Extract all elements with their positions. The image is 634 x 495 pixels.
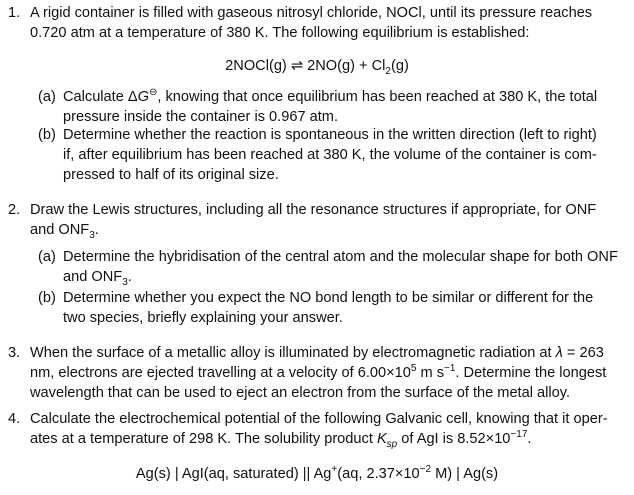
question-2a-line-2: and $ONF_3$.: [63, 269, 132, 288]
question-1-text: [30, 3, 604, 43]
question-2-number: 2.: [8, 202, 21, 218]
question-3-line-1: When the surface of a metallic alloy is illuminated by electromagnetic radiation at λ = 263: [30, 345, 604, 361]
question-1b-line-3: pressed to half of its original size.: [63, 167, 279, 183]
question-1a-label: (a): [38, 89, 56, 105]
question-1b-line-2: if, after equilibrium has been reached at 380 K, the volume of the container is com-: [63, 147, 597, 163]
question-1-line-1: A rigid container is filled with gaseous nitrosyl chloride, NOCl, until its pressure reaches: [30, 5, 593, 21]
galvanic-cell-notation: Ag(s) | AgI(aq, saturated) || Ag+(aq, $2.37\times 10^{-2}$ M) | Ag(s): [135, 464, 499, 482]
question-2a-line-1: Determine the hybridisation of the central atom and the molecular shape for both ONF: [63, 249, 618, 265]
question-1a-line-1: Calculate ΔG⊖, knowing that once equilibrium has been reached at 380 K, the total: [63, 87, 598, 105]
equilibrium-equation: [0, 56, 634, 76]
question-1-line-2: 0.720 atm at a temperature of 380 K. The following equilibrium is established:: [30, 25, 530, 41]
question-2a-text: [63, 247, 618, 288]
question-3-text: [30, 343, 607, 403]
equation-reactant: 2NOCl(g): [225, 58, 287, 74]
equilibrium-arrow-icon: ⇌: [290, 58, 304, 74]
question-4-text: [30, 409, 608, 450]
question-3-number: 3.: [8, 345, 21, 361]
question-4-line-1: Calculate the electrochemical potential of the following Galvanic cell, knowing that it oper-: [30, 411, 608, 427]
standard-state-symbol: ⊖: [149, 87, 158, 99]
question-3-line-2: nm, electrons are ejected travelling at a velocity of $6.00\times 10^5$ m $s^{-1}$. Determine the longest: [30, 363, 607, 381]
question-2b-line-1: Determine whether you expect the NO bond length to be similar or different for the: [63, 290, 594, 306]
question-1a-line-2: pressure inside the container is 0.967 atm.: [63, 109, 339, 125]
question-4-number: 4.: [8, 411, 21, 427]
question-1-number: 1.: [8, 5, 21, 21]
question-1a-text: [63, 87, 608, 127]
question-2b-text: [63, 288, 608, 328]
equation-product: $2NO(g) + Cl_2(g)$: [307, 58, 409, 77]
question-2b-label: (b): [38, 290, 56, 306]
question-2b-line-2: two species, briefly explaining your answer.: [63, 310, 343, 326]
question-2-line-2: and $ONF_3$.: [30, 222, 99, 241]
question-2a-label: (a): [38, 249, 56, 265]
question-2-line-1: Draw the Lewis structures, including all the resonance structures if appropriate, for ONF: [30, 202, 597, 218]
question-1b-line-1: Determine whether the reaction is spontaneous in the written direction (left to right): [63, 127, 597, 143]
question-3-line-3: wavelength that can be used to eject an electron from the surface of the metal alloy.: [30, 385, 571, 401]
question-1b-text: [63, 125, 608, 185]
question-1b-label: (b): [38, 127, 56, 143]
question-2-text: [30, 200, 604, 240]
question-4-line-2: ates at a temperature of 298 K. The solubility product $K_{sp}$ of AgI is $8.52\times 10^{-17}$.: [30, 429, 532, 450]
